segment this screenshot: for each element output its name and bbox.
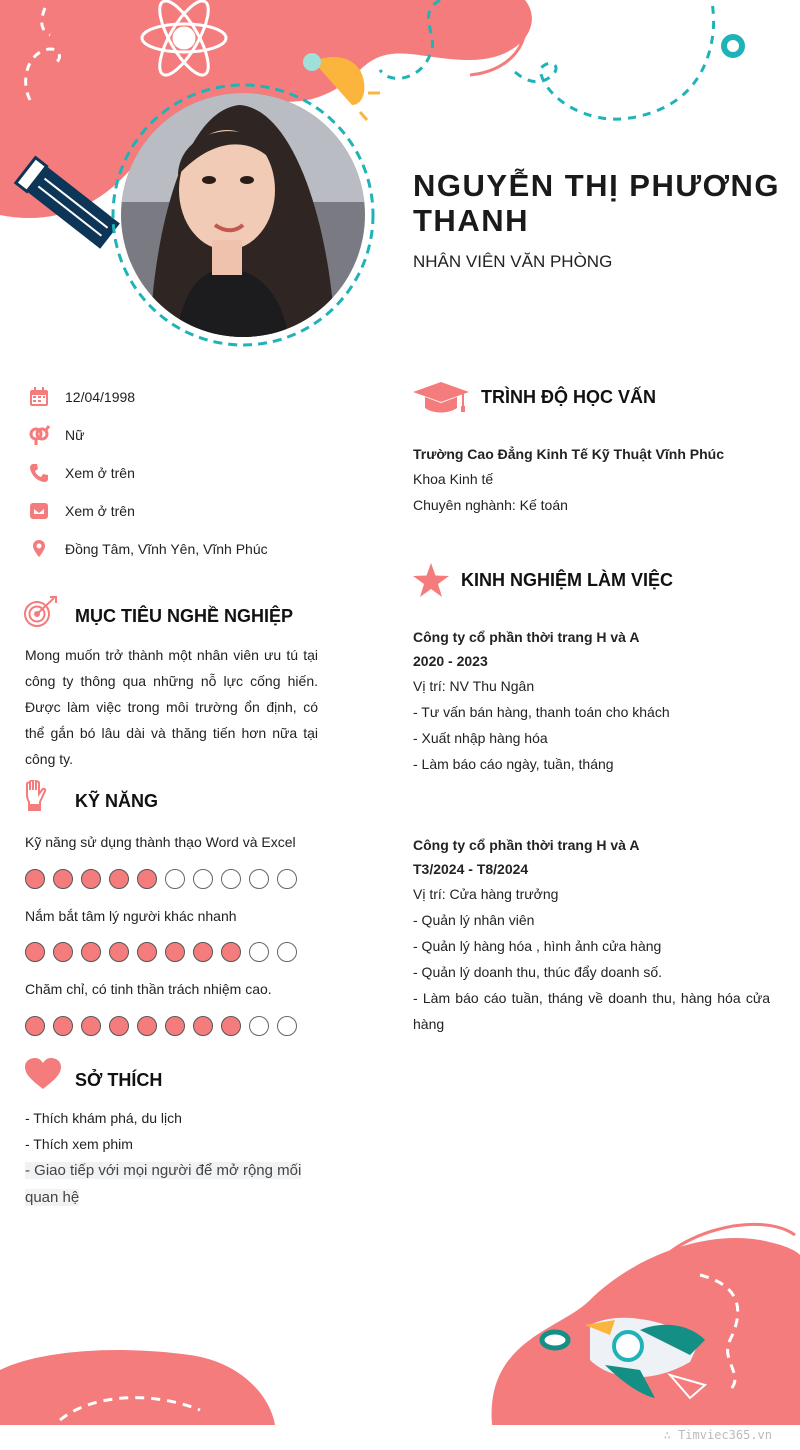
job-1-position: Vị trí: NV Thu Ngân: [413, 678, 535, 694]
job-2-duty: - Làm báo cáo tuần, tháng về doanh thu, hàng hóa cửa hàng: [413, 990, 770, 1032]
job-2-company: Công ty cổ phần thời trang H và A: [413, 837, 640, 853]
phone-text: Xem ở trên: [65, 465, 135, 481]
rating-dot-filled: [193, 1016, 213, 1036]
rating-dot-filled: [109, 942, 129, 962]
job-1-duty: - Tư vấn bán hàng, thanh toán cho khách: [413, 704, 670, 720]
rating-dot-empty: [165, 869, 185, 889]
rating-dot-filled: [137, 869, 157, 889]
rating-dot-filled: [53, 869, 73, 889]
rating-dot-empty: [193, 869, 213, 889]
rating-dot-filled: [109, 1016, 129, 1036]
graduation-cap-icon: [413, 380, 469, 416]
rating-dot-filled: [53, 1016, 73, 1036]
rating-dot-empty: [249, 1016, 269, 1036]
candidate-name: NGUYỄN THỊ PHƯƠNG THANH: [413, 168, 781, 238]
job-2-period: T3/2024 - T8/2024: [413, 861, 529, 877]
job-1-duty: - Làm báo cáo ngày, tuần, tháng: [413, 756, 614, 772]
rating-dot-filled: [25, 942, 45, 962]
skill-3-label: Chăm chỉ, có tinh thần trách nhiệm cao.: [25, 981, 272, 997]
objective-text: Mong muốn trở thành một nhân viên ưu tú tại công ty thông qua những nỗ lực cống hiến. Được làm việc trong môi trường ổn định, có thể gắn bó lâu dài và thăng tiến hơn nữa tại công ty.: [25, 647, 318, 767]
email-text: Xem ở trên: [65, 503, 135, 519]
watermark: ∴ Timviec365.vn: [663, 1428, 772, 1442]
rating-dot-filled: [221, 942, 241, 962]
job-1-period: 2020 - 2023: [413, 653, 488, 669]
gender-text: Nữ: [65, 427, 85, 443]
birthday-text: 12/04/1998: [65, 389, 136, 405]
job-title: NHÂN VIÊN VĂN PHÒNG: [413, 252, 613, 271]
contact-address: [28, 537, 268, 561]
rating-dot-empty: [277, 942, 297, 962]
target-icon: [24, 596, 58, 630]
hobby-2: - Thích xem phim: [25, 1136, 133, 1152]
job-1-duty: - Xuất nhập hàng hóa: [413, 730, 548, 746]
rating-dot-filled: [137, 942, 157, 962]
major: Chuyên nghành: Kế toán: [413, 497, 568, 513]
education-heading: TRÌNH ĐỘ HỌC VẤN: [481, 387, 656, 407]
rating-dot-filled: [193, 942, 213, 962]
objective-heading: MỤC TIÊU NGHỀ NGHIỆP: [75, 606, 294, 626]
job-2-duty: - Quản lý hàng hóa , hình ảnh cửa hàng: [413, 938, 662, 954]
glove-icon: [24, 780, 48, 812]
experience-heading: KINH NGHIỆM LÀM VIỆC: [461, 570, 674, 590]
hobbies-heading: SỞ THÍCH: [75, 1070, 163, 1090]
rating-dot-filled: [25, 1016, 45, 1036]
rating-dot-empty: [277, 869, 297, 889]
rating-dot-filled: [109, 869, 129, 889]
skill-2-rating: [25, 942, 297, 962]
rating-dot-filled: [165, 1016, 185, 1036]
rating-dot-empty: [249, 869, 269, 889]
rating-dot-filled: [81, 869, 101, 889]
rating-dot-empty: [277, 1016, 297, 1036]
rating-dot-filled: [165, 942, 185, 962]
job-2-position: Vị trí: Cửa hàng trưởng: [413, 886, 559, 902]
contact-phone: [28, 461, 135, 485]
teal-ring: [724, 37, 742, 55]
skills-heading: KỸ NĂNG: [75, 791, 159, 811]
skill-3-rating: [25, 1016, 297, 1036]
hobby-3-highlight: - Giao tiếp với mọi người để mở rộng mối quan hệ: [25, 1162, 302, 1206]
hobby-3: [25, 1157, 318, 1211]
rating-dot-filled: [221, 1016, 241, 1036]
job-1-company: Công ty cổ phần thời trang H và A: [413, 629, 640, 645]
rating-dot-filled: [81, 1016, 101, 1036]
email-icon: [28, 500, 50, 522]
skill-1-rating: [25, 869, 297, 889]
gender-icon: [28, 424, 50, 446]
contact-gender: [28, 423, 85, 447]
job-2-duty: - Quản lý doanh thu, thúc đẩy doanh số.: [413, 964, 663, 980]
address-text: Đồng Tâm, Vĩnh Yên, Vĩnh Phúc: [65, 541, 268, 557]
rating-dot-empty: [221, 869, 241, 889]
location-icon: [28, 538, 50, 560]
rating-dot-filled: [81, 942, 101, 962]
job-2-duty: - Quản lý nhân viên: [413, 912, 535, 928]
skill-1-label: Kỹ năng sử dụng thành thạo Word và Excel: [25, 834, 296, 850]
heart-icon: [25, 1058, 61, 1090]
phone-icon: [28, 462, 50, 484]
star-icon: [413, 563, 449, 597]
hobby-1: - Thích khám phá, du lịch: [25, 1110, 182, 1126]
contact-birthday: [28, 385, 136, 409]
school-name: Trường Cao Đẳng Kinh Tế Kỹ Thuật Vĩnh Phúc: [413, 446, 724, 462]
rating-dot-filled: [53, 942, 73, 962]
rating-dot-empty: [249, 942, 269, 962]
skill-2-label: Nắm bắt tâm lý người khác nhanh: [25, 908, 237, 924]
bottom-left-coral-blob: [0, 1350, 275, 1425]
contact-email: [28, 499, 135, 523]
rating-dot-filled: [137, 1016, 157, 1036]
faculty: Khoa Kinh tế: [413, 471, 494, 487]
rating-dot-filled: [25, 869, 45, 889]
calendar-icon: [28, 386, 50, 408]
